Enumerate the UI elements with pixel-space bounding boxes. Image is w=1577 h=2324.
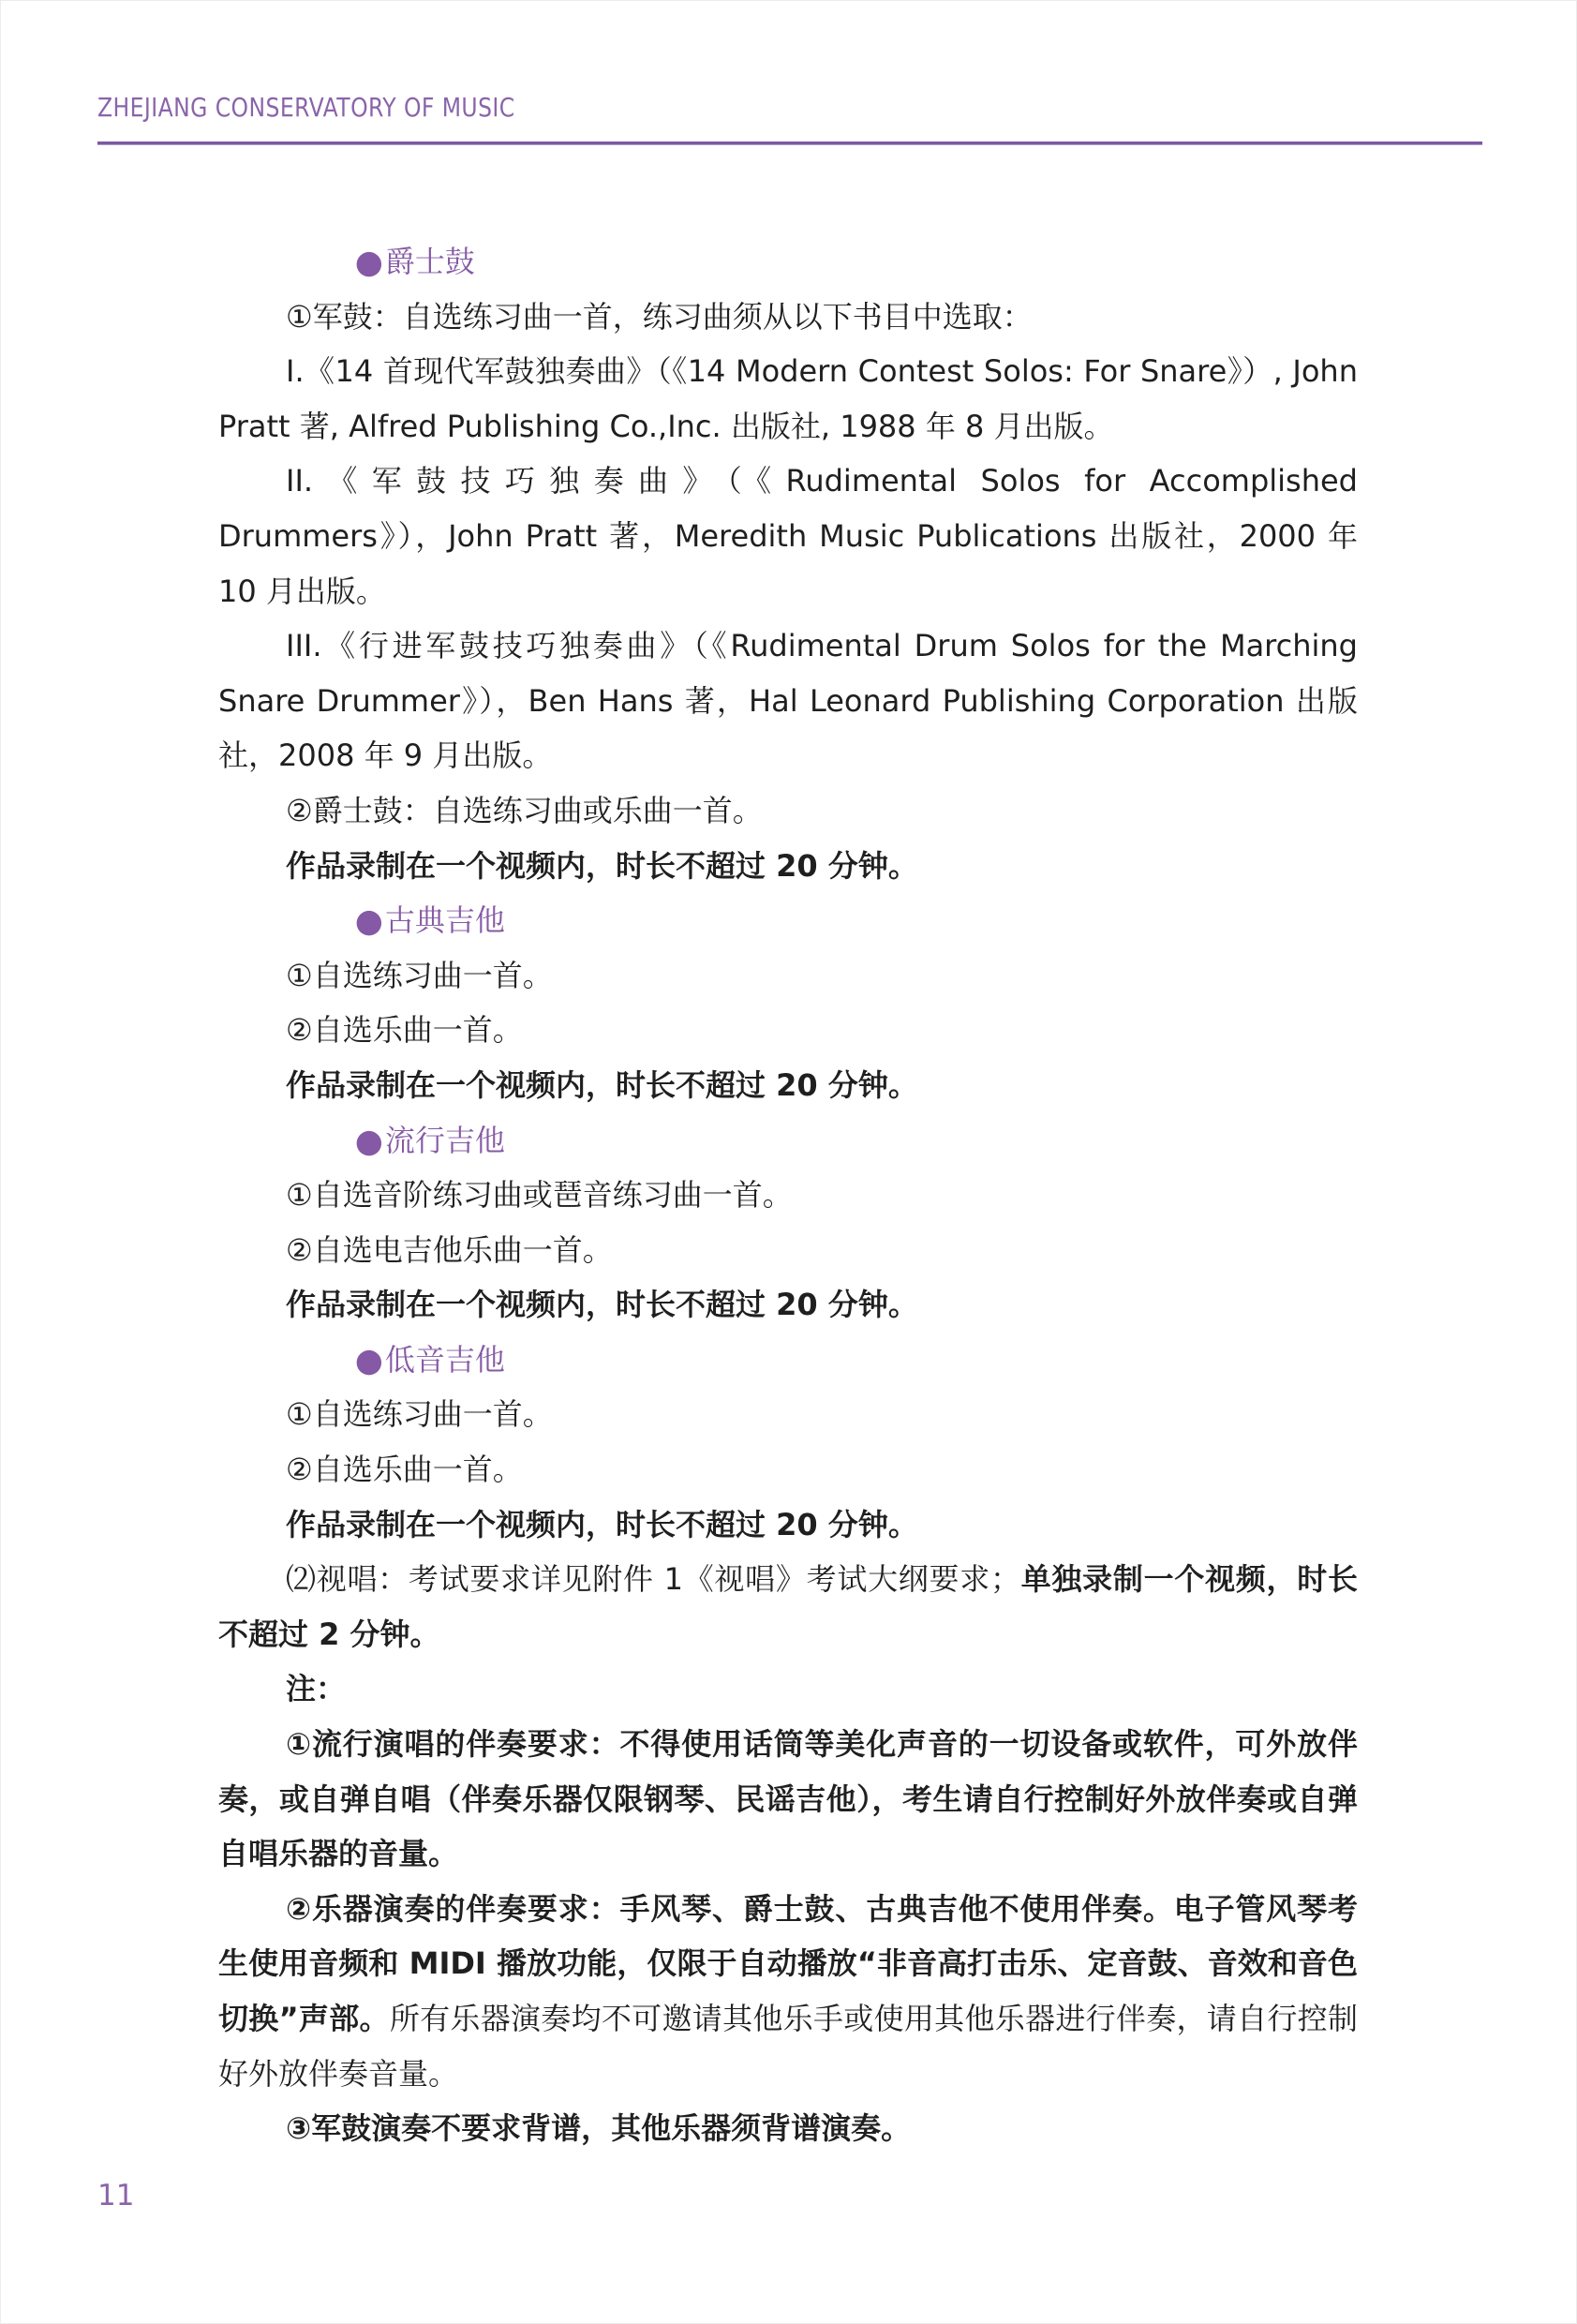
text-run: ②自选乐曲一首。 — [286, 1452, 523, 1488]
text-run: 单独录制一个视频，时长不超过 2 分钟。 — [218, 1561, 1358, 1652]
text-run: 作品录制在一个视频内，时长不超过 20 分钟。 — [286, 1506, 918, 1542]
section-heading-label: 流行吉他 — [384, 1122, 505, 1158]
text-run: ①自选音阶练习曲或琶音练习曲一首。 — [286, 1177, 793, 1214]
text-run: ①军鼓：自选练习曲一首，练习曲须从以下书目中选取： — [286, 298, 1033, 335]
bullet-icon: ● — [354, 901, 383, 940]
paragraph — [218, 618, 1358, 783]
text-run: ②乐器演奏的伴奏要求：手风琴、爵士鼓、古典吉他不使用伴奏。电子管风琴考生使用音频和 MIDI 播放功能，仅限于自动播放“非音高打击乐、定音鼓、音效和音色切换”声部。 — [218, 1890, 1358, 2036]
page-number: 11 — [97, 2179, 135, 2212]
bullet-icon: ● — [354, 242, 383, 281]
page-header-title: ZHEJIANG CONSERVATORY OF MUSIC — [97, 92, 515, 123]
text-run: 注： — [286, 1671, 347, 1707]
text-run: ②爵士鼓：自选练习曲或乐曲一首。 — [286, 792, 763, 828]
text-run: ①自选练习曲一首。 — [286, 1396, 553, 1433]
text-run: 作品录制在一个视频内，时长不超过 20 分钟。 — [286, 1066, 918, 1103]
text-run: ①自选练习曲一首。 — [286, 957, 553, 993]
section-heading-label: 爵士鼓 — [384, 244, 475, 279]
header-divider-rule — [97, 142, 1482, 145]
text-run: 作品录制在一个视频内，时长不超过 20 分钟。 — [286, 847, 918, 884]
section-heading — [218, 234, 1358, 290]
paragraph — [218, 839, 1358, 894]
text-run: II.《军鼓技巧独奏曲》（《Rudimental Solos for Accomplished Drummers》），John Pratt 著，Meredith Music Publications 出版社，2000 年 10 月出版。 — [218, 463, 1358, 609]
paragraph — [218, 1552, 1358, 1661]
paragraph — [218, 1003, 1358, 1058]
text-run: 所有乐器演奏均不可邀请其他乐手或使用其他乐器进行伴奏，请自行控制好外放伴奏音量。 — [218, 2001, 1358, 2092]
paragraph — [218, 454, 1358, 618]
paragraph — [218, 1168, 1358, 1223]
text-run: ②自选乐曲一首。 — [286, 1012, 523, 1049]
paragraph — [218, 1223, 1358, 1278]
section-heading — [218, 1333, 1358, 1388]
paragraph — [218, 1717, 1358, 1882]
section-heading — [218, 893, 1358, 948]
paragraph — [218, 1661, 1358, 1717]
paragraph — [218, 290, 1358, 345]
bullet-icon: ● — [354, 1340, 383, 1379]
paragraph — [218, 2101, 1358, 2156]
paragraph — [218, 344, 1358, 454]
text-run: 作品录制在一个视频内，时长不超过 20 分钟。 — [286, 1287, 918, 1323]
text-run: III.《行进军鼓技巧独奏曲》（《Rudimental Drum Solos for the Marching Snare Drummer》），Ben Hans 著，Hal Leonard Publishing Corporation 出版社，2008 年 9 月出版。 — [218, 628, 1358, 774]
paragraph — [218, 1882, 1358, 2101]
paragraph — [218, 1497, 1358, 1553]
content — [218, 234, 1358, 2156]
section-heading — [218, 1113, 1358, 1169]
paragraph — [218, 783, 1358, 839]
paragraph — [218, 948, 1358, 1004]
paragraph — [218, 1277, 1358, 1333]
section-heading-label: 古典吉他 — [384, 902, 505, 939]
section-heading-label: 低音吉他 — [384, 1341, 505, 1378]
text-run: ①流行演唱的伴奏要求：不得使用话筒等美化声音的一切设备或软件，可外放伴奏，或自弹自唱（伴奏乐器仅限钢琴、民谣吉他），考生请自行控制好外放伴奏或自弹自唱乐器的音量。 — [218, 1726, 1358, 1872]
paragraph — [218, 1442, 1358, 1497]
text-run: I.《14 首现代军鼓独奏曲》（《14 Modern Contest Solos: For Snare》）, John Pratt 著, Alfred Publishing Co.,Inc. 出版社, 1988 年 8 月出版。 — [218, 353, 1358, 444]
paragraph — [218, 1387, 1358, 1442]
bullet-icon: ● — [354, 1120, 383, 1159]
text-run: ②自选电吉他乐曲一首。 — [286, 1231, 613, 1268]
paragraph — [218, 1058, 1358, 1113]
text-run: ⑵视唱：考试要求详见附件 1《视唱》考试大纲要求； — [286, 1561, 1020, 1598]
text-run: ③军鼓演奏不要求背谱，其他乐器须背谱演奏。 — [286, 2110, 912, 2147]
